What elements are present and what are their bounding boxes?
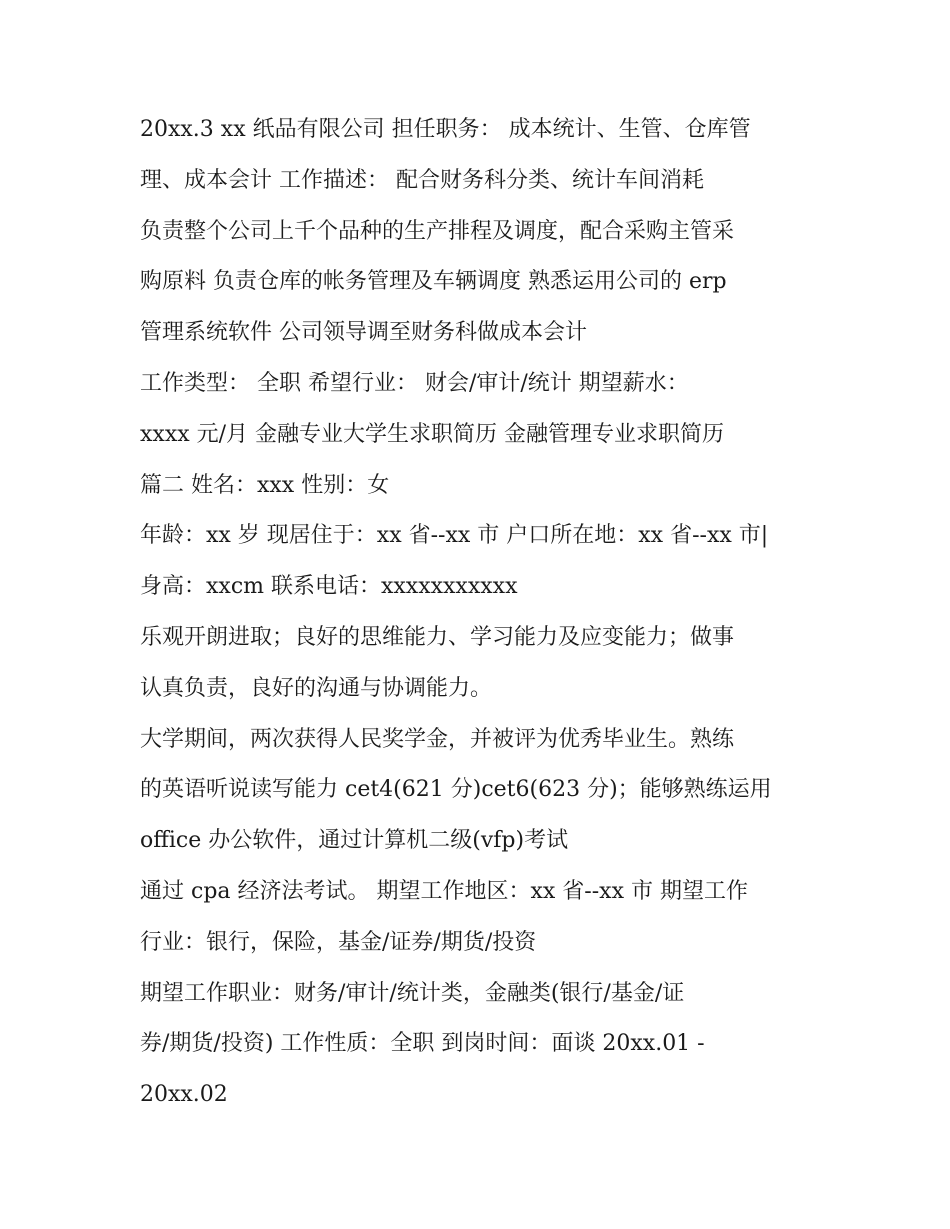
text-line: 的英语听说读写能力 cet4(621 分)cet6(623 分)；能够熟练运用 — [140, 777, 772, 803]
text-line: 大学期间，两次获得人民奖学金，并被评为优秀毕业生。熟练 — [140, 726, 735, 752]
text-line: 20xx.3 xx 纸品有限公司 担任职务： 成本统计、生管、仓库管 — [140, 117, 751, 142]
text-line: office 办公软件，通过计算机二级(vfp)考试 — [140, 828, 569, 854]
text-line: xxxx 元/月 金融专业大学生求职简历 金融管理专业求职简历 — [140, 421, 725, 447]
text-line: 篇二 姓名：xxx 性别：女 — [140, 472, 390, 498]
text-line: 行业：银行，保险，基金/证券/期货/投资 — [140, 929, 537, 955]
text-line: 负责整个公司上千个品种的生产排程及调度，配合采购主管采 — [140, 218, 735, 244]
text-line: 工作类型： 全职 希望行业： 财会/审计/统计 期望薪水： — [140, 370, 689, 396]
text-line: 20xx.02 — [140, 1082, 228, 1108]
resume-text-body — [140, 105, 840, 1121]
text-line: 理、成本会计 工作描述： 配合财务科分类、统计车间消耗 — [140, 167, 704, 193]
text-line: 通过 cpa 经济法考试。 期望工作地区：xx 省--xx 市 期望工作 — [140, 878, 748, 904]
text-line: 认真负责，良好的沟通与协调能力。 — [140, 675, 493, 701]
text-line: 乐观开朗进取；良好的思维能力、学习能力及应变能力；做事 — [140, 624, 735, 650]
text-line: 券/期货/投资) 工作性质：全职 到岗时间：面谈 20xx.01 - — [140, 1031, 705, 1057]
text-line: 购原料 负责仓库的帐务管理及车辆调度 熟悉运用公司的 erp — [140, 269, 727, 295]
text-line: 年龄：xx 岁 现居住于：xx 省--xx 市 户口所在地：xx 省--xx 市| — [140, 523, 769, 549]
text-line: 期望工作职业：财务/审计/统计类，金融类(银行/基金/证 — [140, 980, 685, 1006]
text-line: 管理系统软件 公司领导调至财务科做成本会计 — [140, 320, 587, 346]
text-line: 身高：xxcm 联系电话：xxxxxxxxxxx — [140, 574, 518, 600]
